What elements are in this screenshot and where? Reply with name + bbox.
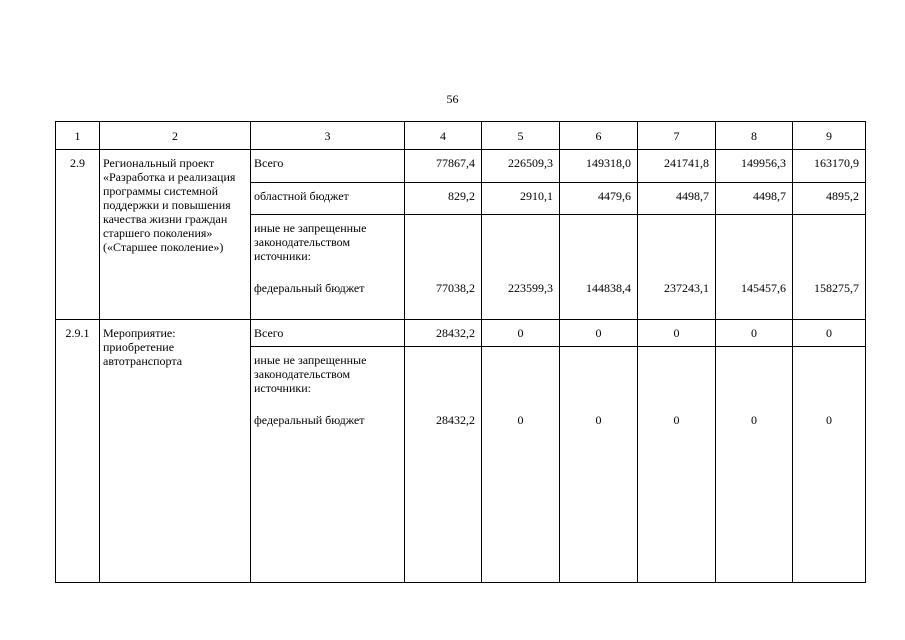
federal-budget-label: федеральный бюджет — [254, 281, 365, 295]
header-cell: 9 — [793, 122, 866, 150]
value-cell: 4479,6 — [560, 183, 638, 215]
value-cell: 145457,6 — [716, 215, 793, 320]
value-cell: 158275,7 — [793, 215, 866, 320]
header-cell: 6 — [560, 122, 638, 150]
item-name: Мероприятие: приобретение автотранспорта — [100, 320, 251, 583]
item-name: Региональный проект «Разработка и реализация программы системной поддержки и повышения качества жизни граждан старшего поколения» («Старшее поколение») — [100, 150, 251, 320]
source-label: Всего — [251, 320, 405, 347]
value-cell: 163170,9 — [793, 150, 866, 183]
value-cell: 0 — [716, 347, 793, 583]
value-cell: 0 — [638, 320, 716, 347]
value-cell: 2910,1 — [482, 183, 560, 215]
value-cell: 149318,0 — [560, 150, 638, 183]
value-cell: 226509,3 — [482, 150, 560, 183]
header-row — [56, 122, 866, 150]
value-cell: 237243,1 — [638, 215, 716, 320]
value-cell: 0 — [638, 347, 716, 583]
item-number: 2.9 — [56, 150, 100, 320]
value-cell: 223599,3 — [482, 215, 560, 320]
value-cell: 0 — [482, 347, 560, 583]
item-number: 2.9.1 — [56, 320, 100, 583]
header-cell: 8 — [716, 122, 793, 150]
header-cell: 2 — [100, 122, 251, 150]
value-cell: 0 — [482, 320, 560, 347]
source-label — [251, 347, 405, 583]
page-number: 56 — [446, 92, 459, 106]
value-cell: 0 — [716, 320, 793, 347]
header-cell: 1 — [56, 122, 100, 150]
value-cell: 4895,2 — [793, 183, 866, 215]
table-row — [56, 320, 866, 347]
value-cell: 241741,8 — [638, 150, 716, 183]
value-cell: 0 — [560, 347, 638, 583]
source-label: Всего — [251, 150, 405, 183]
header-cell: 3 — [251, 122, 405, 150]
header-cell: 7 — [638, 122, 716, 150]
federal-budget-label: федеральный бюджет — [254, 413, 365, 427]
value-cell: 28432,2 — [405, 347, 482, 583]
table-row — [56, 150, 866, 183]
value-cell: 4498,7 — [638, 183, 716, 215]
value-cell: 149956,3 — [716, 150, 793, 183]
source-label — [251, 215, 405, 320]
budget-table — [55, 121, 866, 583]
value-cell: 0 — [793, 347, 866, 583]
header-cell: 5 — [482, 122, 560, 150]
other-sources-label: иные не запрещенные законодательством источники: — [254, 353, 367, 395]
value-cell: 28432,2 — [405, 320, 482, 347]
value-cell: 0 — [793, 320, 866, 347]
other-sources-label: иные не запрещенные законодательством источники: — [254, 221, 367, 263]
source-label: областной бюджет — [251, 183, 405, 215]
value-cell: 77038,2 — [405, 215, 482, 320]
value-cell: 144838,4 — [560, 215, 638, 320]
value-cell: 0 — [560, 320, 638, 347]
value-cell: 4498,7 — [716, 183, 793, 215]
value-cell: 77867,4 — [405, 150, 482, 183]
value-cell: 829,2 — [405, 183, 482, 215]
header-cell: 4 — [405, 122, 482, 150]
